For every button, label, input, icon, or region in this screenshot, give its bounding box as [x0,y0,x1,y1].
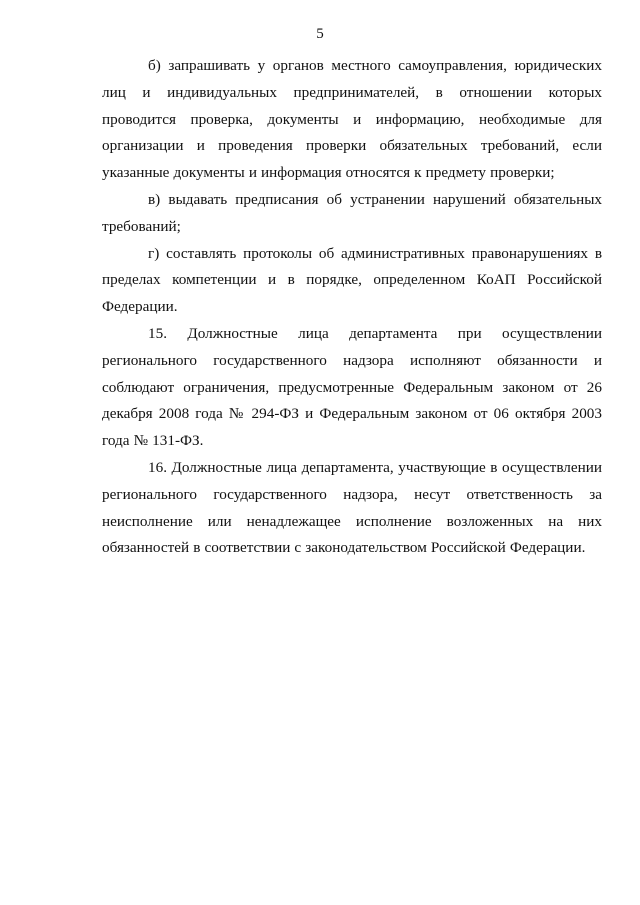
document-body [102,53,602,562]
paragraph-16: 16. Должностные лица департамента, участвующие в осуществлении регионального государственного надзора, несут ответственность за неисполнение или ненадлежащее исполнение возложенных на них обязанностей в соответствии с законодательством Российской Федерации. [102,458,602,557]
paragraph-item-g: г) составлять протоколы об административных правонарушениях в пределах компетенции и в порядке, определенном КоАП Российской Федерации. [102,244,602,316]
page-number: 5 [316,26,324,42]
paragraph-item-b: б) запрашивать у органов местного самоуправления, юридических лиц и индивидуальных предпринимателей, в отношении которых проводится проверка, документы и информацию, необходимые для организации и проведения проверки обязательных требований, если указанные документы и информация относятся к предмету проверки; [102,57,602,182]
paragraph-item-v: в) выдавать предписания об устранении нарушений обязательных требований; [102,190,602,235]
paragraph-15: 15. Должностные лица департамента при осуществлении регионального государственного надзора исполняют обязанности и соблюдают ограничения, предусмотренные Федеральным законом от 26 декабря 2008 года № 294-ФЗ и Федеральным законом от 06 октября 2003 года № 131-ФЗ. [102,324,602,450]
